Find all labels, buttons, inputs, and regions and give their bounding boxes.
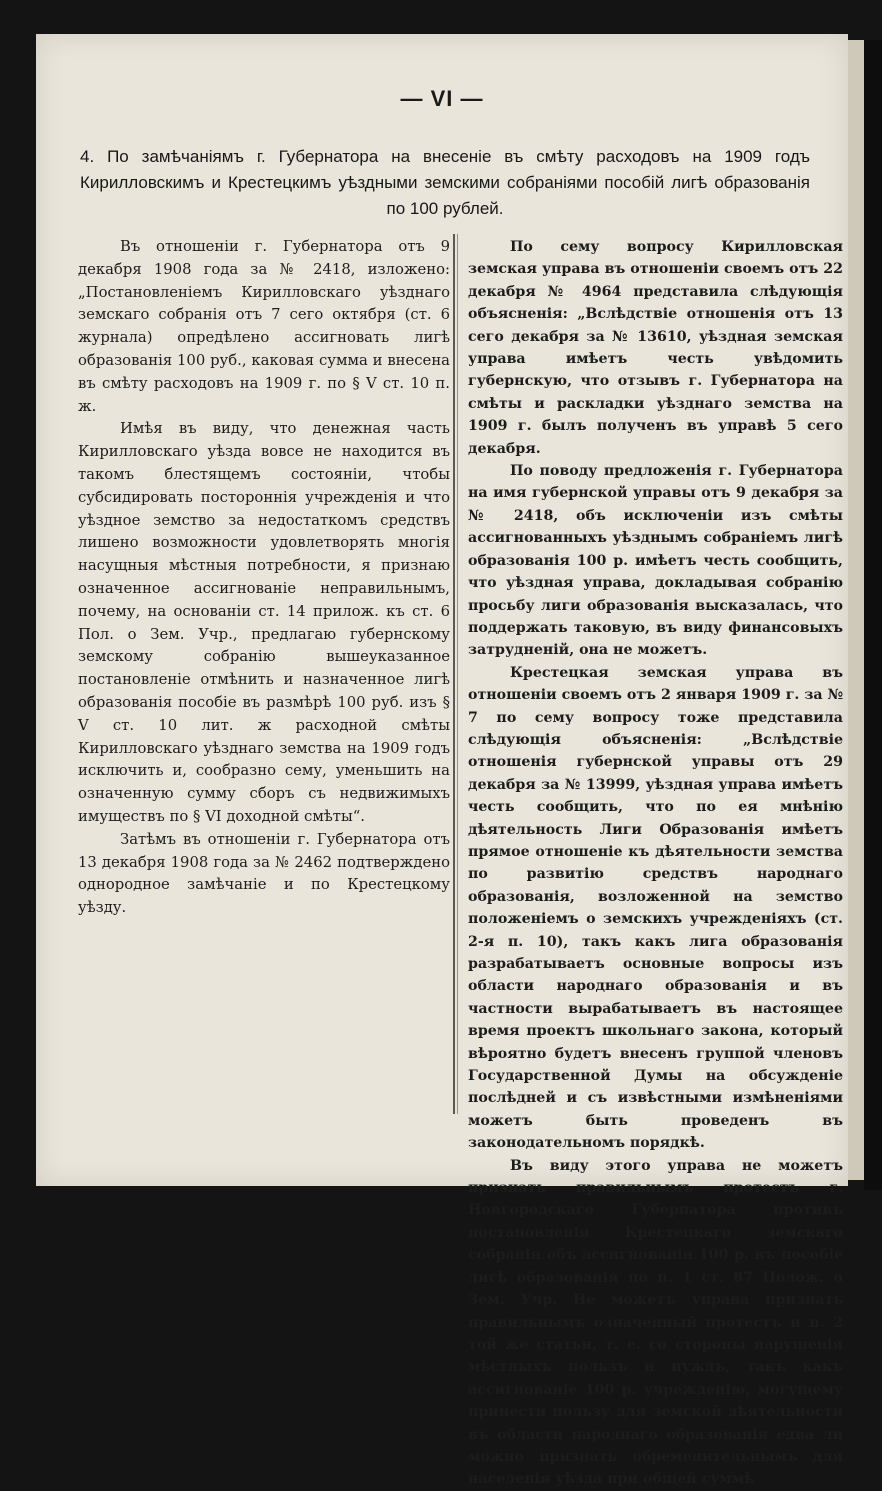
left-paragraph-2: Имѣя въ виду, что денежная часть Кирилловскаго уѣзда вовсе не находится въ такомъ блестящемъ состояніи, чтобы субсидировать постороннія учрежденія и что уѣздное земство за недостаткомъ средствъ лишено возможности удовлетворять многія насущныя мѣстныя потребности, я признаю означенное ассигнованіе неправильнымъ, почему, на основаніи ст. 14 прилож. къ ст. 6 Пол. о Зем. Учр., предлагаю губернскому земскому собранію вышеуказанное постановленіе отмѣнить и назначенное лигѣ образованія пособіе въ размѣрѣ 100 руб. изъ § V ст. 10 лит. ж расходной смѣты Кирилловскаго уѣзднаго земства на 1909 годъ исключить и, сообразно сему, уменьшить на означенную сумму сборъ съ недвижимыхъ имуществъ по § VI доходной смѣты“. [78, 420, 450, 825]
column-divider [453, 234, 455, 1114]
left-paragraph-1: Въ отношеніи г. Губернатора отъ 9 декабря 1908 года за № 2418, изложено: „Постановленіемъ Кирилловскаго уѣзднаго земскаго собранія отъ 7 сего октября (ст. 6 журнала) опредѣлено ассигновать лигѣ образованія 100 руб., каковая сумма и внесена въ смѣту расходовъ на 1909 г. по § V ст. 10 п. ж. [78, 238, 450, 415]
right-paragraph-4: Въ виду этого управа не можетъ признать правильнымъ протестъ г. Новгородскаго Губернатора противъ постановленія Крестецкаго земскаго собранія объ ассигнованіи 100 р. въ пособіе лигѣ образованія по п. 1 ст. 87 Полож. о Зем. Учр. Не можетъ управа признать правильнымъ означенный протестъ и п. 2 той же статьи, т. е. со стороны нарушенія мѣстныхъ пользъ и нуждъ, такъ какъ ассигнованіе 100 р. учрежденію, могущему принести пользу для земской дѣятельности въ области народнаго образованія едва ли можно признать обременительнымъ для населенія уѣзда при общей суммѣ [468, 1157, 843, 1488]
page-edge [848, 40, 864, 1180]
right-paragraph-2: По поводу предложенія г. Губернатора на имя губернской управы отъ 9 декабря за № 2418, объ исключеніи изъ смѣты ассигнованныхъ уѣзднымъ собраніемъ лигѣ образованія 100 р. имѣетъ честь сообщить, что уѣздная управа, докладывая собранію просьбу лиги образованія высказалась, что поддержать таковую, въ виду финансовыхъ затрудненій, она не можетъ. [468, 463, 843, 659]
scan-border [864, 40, 882, 1190]
document-page [36, 34, 848, 1488]
column-divider-secondary [457, 234, 458, 1114]
left-paragraph-3: Затѣмъ въ отношеніи г. Губернатора отъ 13 декабря 1908 года за № 2462 подтверждено однородное замѣчаніе и по Крестецкому уѣзду. [78, 830, 450, 917]
right-paragraph-3: Крестецкая земская управа въ отношеніи своемъ отъ 2 января 1909 г. за № 7 по сему вопросу тоже представила слѣдующія объясненія: „Вслѣдствіе отношенія губернской управы отъ 29 декабря за № 13999, уѣздная управа имѣетъ честь сообщить, что по ея мнѣнію дѣятельность Лиги Образованія имѣетъ прямое отношеніе къ дѣятельности земства по развитію средствъ народнаго образованія, возложенной на земство положеніемъ о земскихъ учрежденіяхъ (ст. 2-я п. 10), такъ какъ лига образованія разрабатываетъ основные вопросы изъ области народнаго образованія и въ частности вырабатываетъ въ настоящее время проектъ школьнаго закона, который вѣроятно будетъ внесенъ группой членовъ Государственной Думы на обсужденіе послѣдней и съ извѣстными измѣненіями можетъ быть проведенъ въ законодательномъ порядкѣ. [468, 664, 843, 1152]
right-paragraph-1: По сему вопросу Кирилловская земская управа въ отношеніи своемъ отъ 22 декабря № 4964 представила слѣдующія объясненія: „Вслѣдствіе отношенія отъ 13 сего декабря за № 13610, уѣздная земская управа имѣетъ честь увѣдомить губернскую, что отзывъ г. Губернатора на смѣты и раскладки уѣзднаго земства на 1909 г. былъ полученъ въ управѣ 5 сего декабря. [468, 239, 843, 457]
section-heading: 4. По замѣчаніямъ г. Губернатора на внесеніе въ смѣту расходовъ на 1909 годъ Кирилловскимъ и Крестецкимъ уѣздными земскими собраніями пособій лигѣ образованія по 100 рублей. [80, 147, 810, 218]
page-number: — VI — [400, 86, 484, 111]
right-column [468, 236, 843, 1491]
left-column [78, 236, 450, 920]
